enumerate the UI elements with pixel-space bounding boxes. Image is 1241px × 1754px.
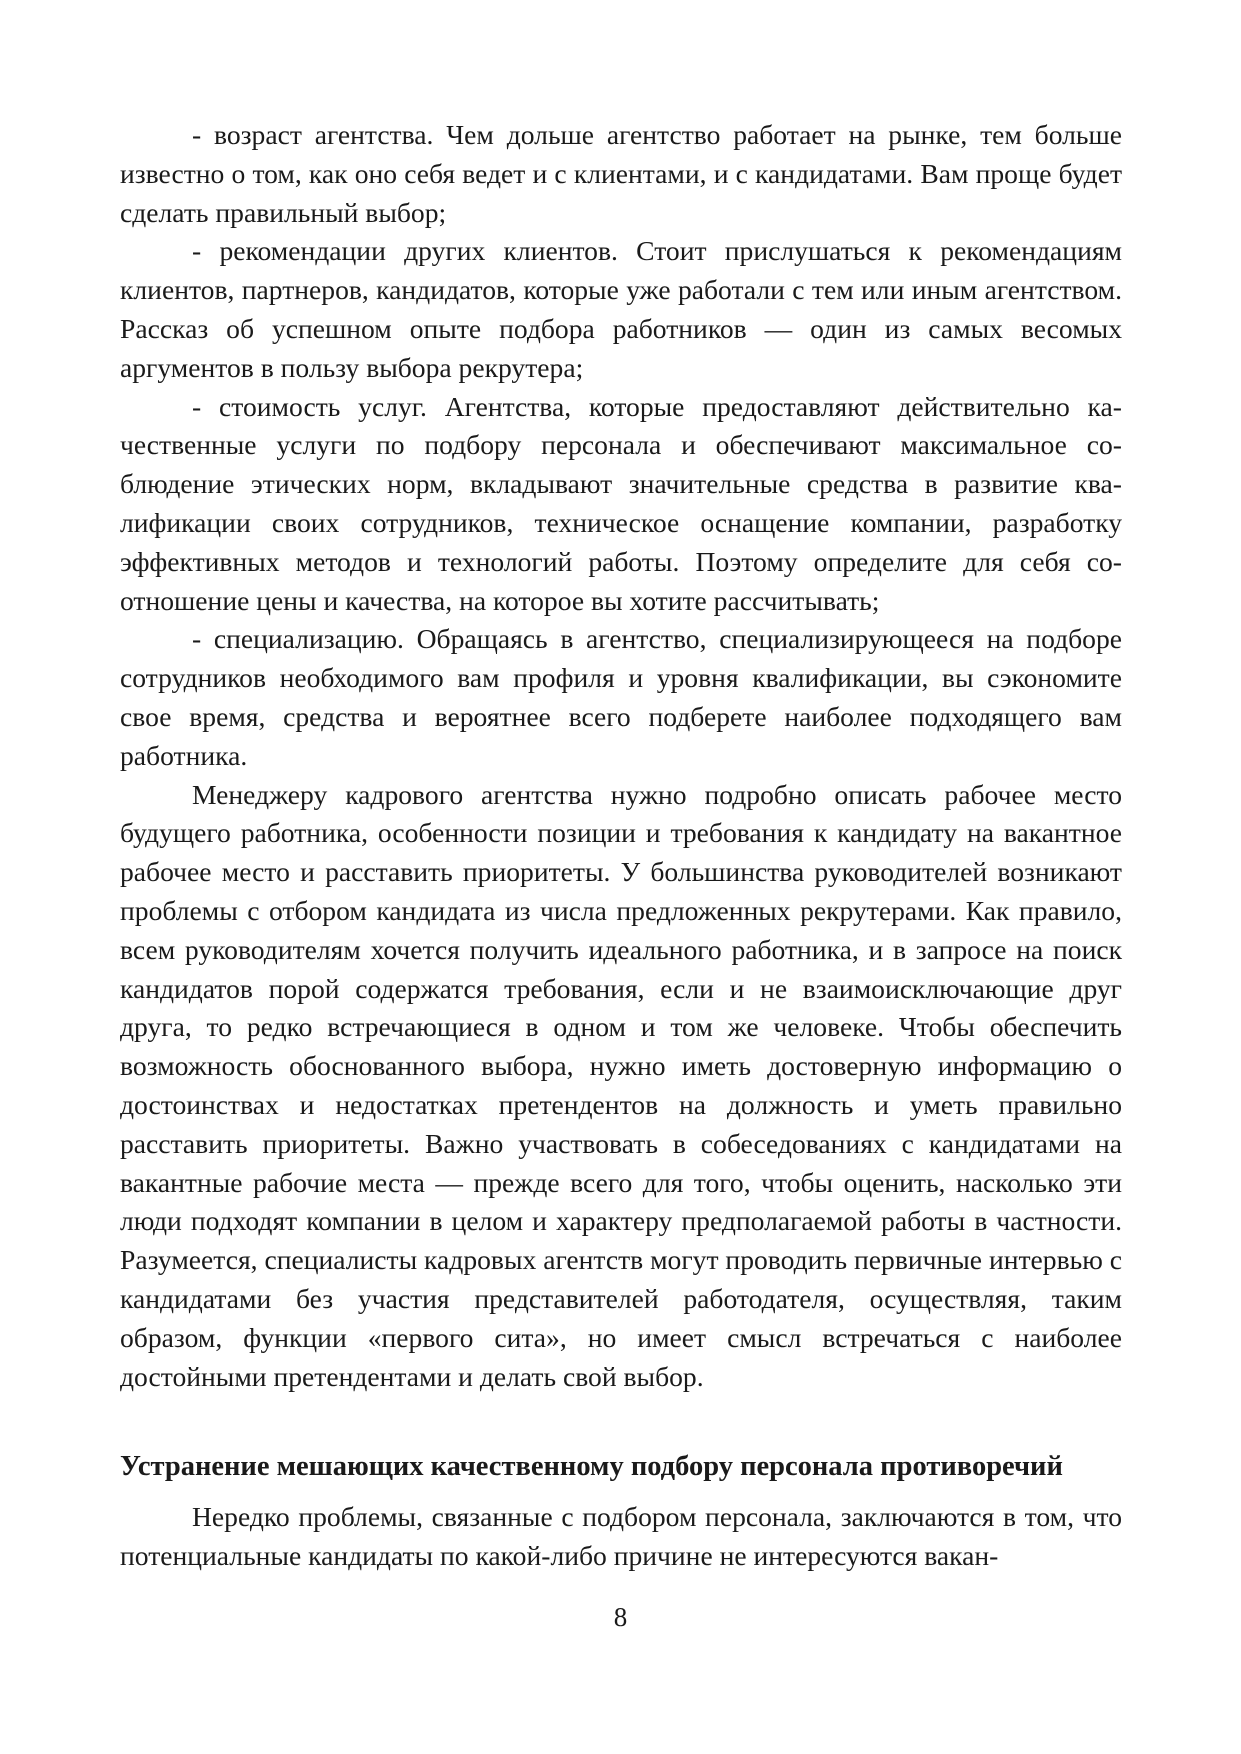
- page-number: 8: [613, 1602, 628, 1632]
- section-heading: Устранение мешающих качественному подбору персонала противоречий: [120, 1451, 1063, 1483]
- paragraph-service-cost: - стоимость услуг. Агентства, которые предоставляют действительно качественные услуги по подбору персонала и обеспечивают максимальное соблюдение этических норм, вкладывают значительные средства в развитие квалификации своих сотрудников, техническое оснащение компании, разработку эффективных методов и технологий работы. Поэтому определите для себя соотношение цены и качества, на которое вы хотите рассчитывать;: [120, 390, 1122, 616]
- paragraph-manager-description: Менеджеру кадрового агентства нужно подробно описать рабочее место будущего работника, особенности позиции и требования к кандидату на вакантное рабочее место и расставить приоритеты. У большинства руководителей возникают проблемы с отбором кандидата из числа предложенных рекрутерами. Как правило, всем руководителям хочется получить идеального работника, и в запросе на поиск кандидатов порой содержатся требования, если и не взаимоисключающие друг друга, то редко встречающиеся в одном и том же человеке. Чтобы обеспечить возможность обоснованного выбора, нужно иметь достоверную информацию о достоинствах и недостатках претендентов на должность и уметь правильно расставить приоритеты. Важно участвовать в собеседованиях с кандидатами на вакантные рабочие места — прежде всего для того, чтобы оценить, насколько эти люди подходят компании в целом и характеру предполагаемой работы в частности. Разумеется, специалисты кадровых агентств могут проводить первичные интервью с кандидатами без участия представителей работодателя, осуществляя, таким образом, функции «первого сита», но имеет смысл встречаться с наиболее достойными претендентами и делать свой выбор.: [120, 778, 1122, 1392]
- paragraph-specialization: - специализацию. Обращаясь в агентство, специализирующееся на подборе сотрудников необходимого вам профиля и уровня квалификации, вы сэкономите свое время, средства и вероятнее всего подберете наиболее подходящего вам работника.: [120, 623, 1122, 771]
- page-body: [120, 116, 1122, 1576]
- paragraph-agency-age: - возраст агентства. Чем дольше агентство работает на рынке, тем больше известно о том, как оно себя ведет и с клиентами, и с кандидатами. Вам проще будет сделать правильный выбор;: [120, 119, 1122, 228]
- paragraph-section-intro: Нередко проблемы, связанные с подбором персонала, заключаются в том, что потенциальные кандидаты по какой-либо причине не интересуются вакан-: [120, 1501, 1122, 1572]
- paragraph-client-recommendations: - рекомендации других клиентов. Стоит прислушаться к рекомендациям клиентов, партнеров, кандидатов, которые уже работали с тем или иным агентством. Рассказ об успешном опыте подбора работников — один из самых весомых аргументов в пользу выбора рекрутера;: [120, 235, 1122, 383]
